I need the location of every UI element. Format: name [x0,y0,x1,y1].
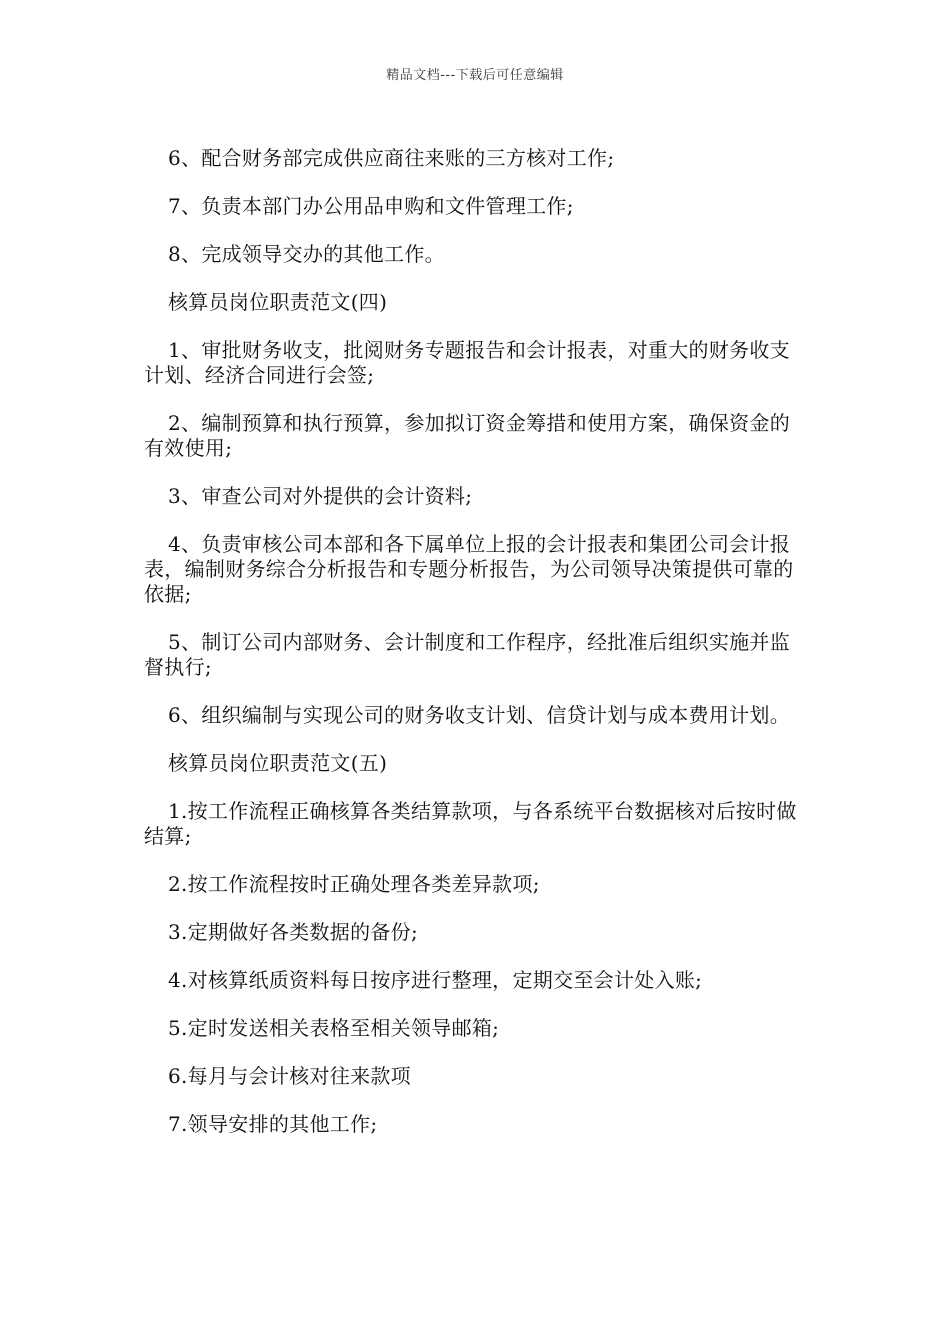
section-heading: 核算员岗位职责范文(四) [168,290,388,314]
paragraph: 2.按工作流程按时正确处理各类差异款项; [168,872,540,896]
paragraph: 6、组织编制与实现公司的财务收支计划、信贷计划与成本费用计划。 [168,703,791,727]
paragraph: 4、负责审核公司本部和各下属单位上报的会计报表和集团公司会计报表，编制财务综合分析报告和专题分析报告，为公司领导决策提供可靠的依据; [144,532,794,606]
paragraph: 5.定时发送相关表格至相关领导邮箱; [168,1016,500,1040]
paragraph: 4.对核算纸质资料每日按序进行整理，定期交至会计处入账; [168,968,703,992]
paragraph: 2、编制预算和执行预算，参加拟订资金筹措和使用方案，确保资金的有效使用; [144,411,791,460]
paragraph: 3、审查公司对外提供的会计资料; [168,484,473,508]
paragraph: 7、负责本部门办公用品申购和文件管理工作; [168,194,574,218]
paragraph: 6.每月与会计核对往来款项 [168,1064,411,1088]
paragraph: 1、审批财务收支，批阅财务专题报告和会计报表，对重大的财务收支计划、经济合同进行会签; [144,338,791,387]
paragraph: 1.按工作流程正确核算各类结算款项，与各系统平台数据核对后按时做结算; [144,799,797,848]
section-heading: 核算员岗位职责范文(五) [168,751,388,775]
paragraph: 6、配合财务部完成供应商往来账的三方核对工作; [168,146,615,170]
paragraph: 5、制订公司内部财务、会计制度和工作程序，经批准后组织实施并监督执行; [144,630,791,679]
page-header: 精品文档---下载后可任意编辑 [386,68,564,83]
document-body [144,146,808,1160]
paragraph: 8、完成领导交办的其他工作。 [168,242,445,266]
paragraph: 7.领导安排的其他工作; [168,1112,378,1136]
paragraph: 3.定期做好各类数据的备份; [168,920,419,944]
